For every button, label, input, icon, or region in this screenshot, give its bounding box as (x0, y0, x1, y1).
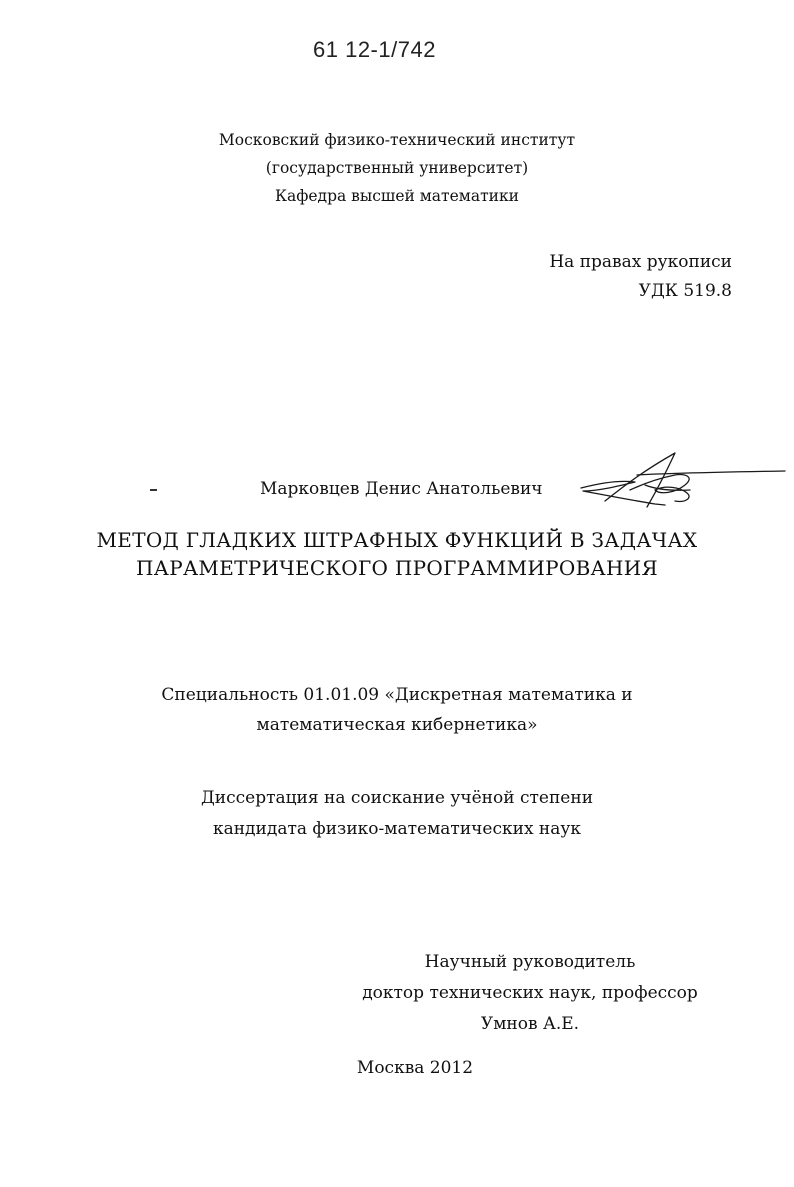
degree-block (0, 783, 794, 845)
city-year: Москва 2012 (356, 1058, 474, 1078)
specialty-line-1: Специальность 01.01.09 «Дискретная математика и (161, 685, 633, 705)
author-signature (575, 445, 790, 520)
manuscript-rights-block (549, 248, 732, 306)
supervisor-degree: доктор технических наук, профессор (362, 983, 698, 1003)
degree-line-2: кандидата физико-математических наук (212, 819, 582, 839)
udc-code: УДК 519.8 (638, 281, 732, 301)
supervisor-name: Умнов А.Е. (480, 1014, 580, 1034)
specialty-block (0, 680, 794, 740)
institution-status: (государственный университет) (265, 159, 529, 177)
author-name: Марковцев Денис Анатольевич (260, 479, 543, 499)
specialty-line-2: математическая кибернетика» (256, 715, 538, 735)
institution-name: Московский физико-технический институт (218, 131, 576, 149)
supervisor-block (340, 947, 720, 1040)
department-name: Кафедра высшей математики (274, 187, 520, 205)
margin-mark (150, 489, 157, 491)
archive-stamp: 61 12-1/742 (313, 37, 436, 62)
manuscript-rights: На правах рукописи (549, 252, 732, 272)
dissertation-title (0, 526, 794, 582)
title-line-2: ПАРАМЕТРИЧЕСКОГО ПРОГРАММИРОВАНИЯ (136, 556, 658, 580)
title-line-1: МЕТОД ГЛАДКИХ ШТРАФНЫХ ФУНКЦИЙ В ЗАДАЧАХ (96, 528, 698, 552)
supervisor-role: Научный руководитель (424, 952, 636, 972)
degree-line-1: Диссертация на соискание учёной степени (200, 788, 594, 808)
institution-block (0, 126, 794, 210)
